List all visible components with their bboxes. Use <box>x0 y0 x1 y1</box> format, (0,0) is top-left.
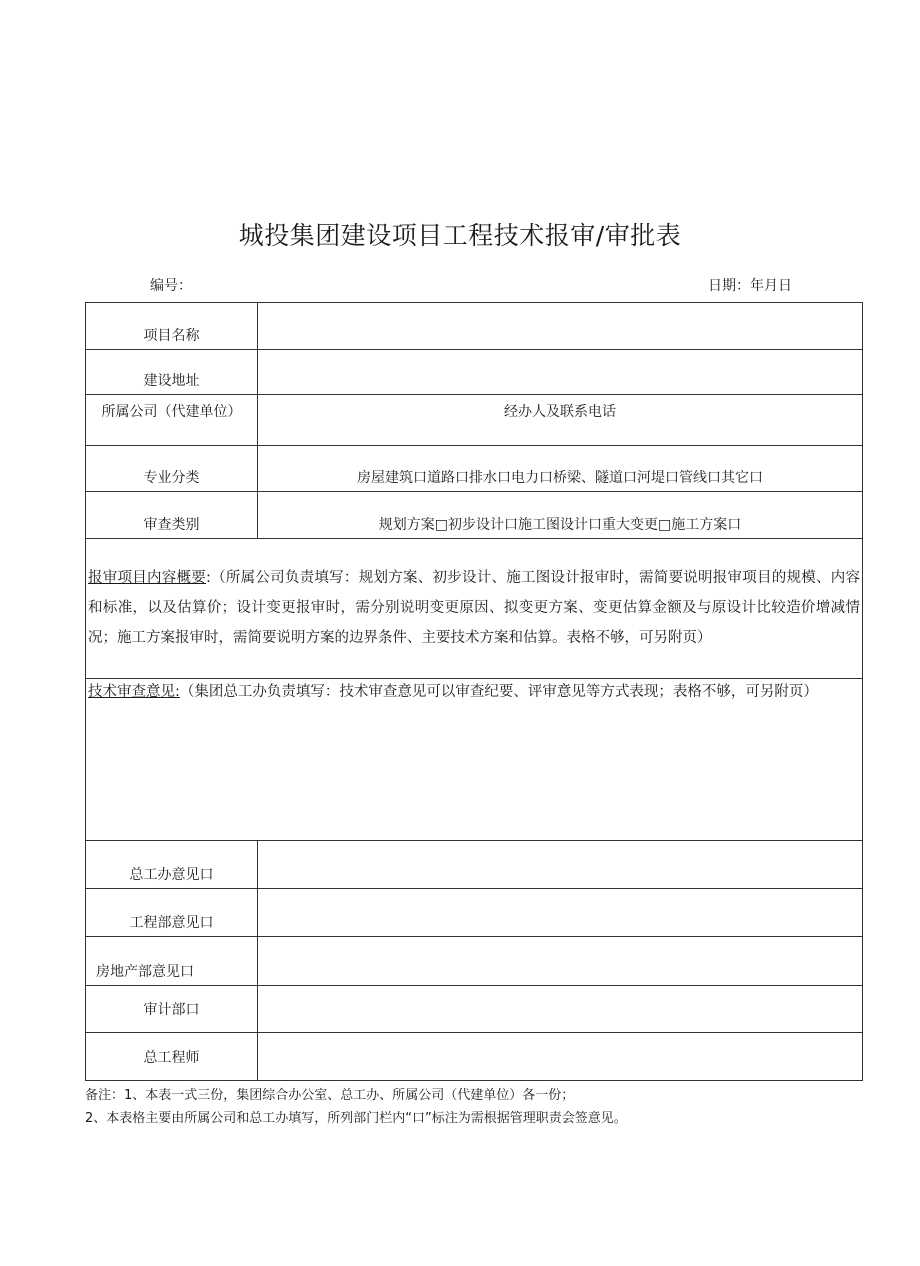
company-label: 所属公司（代建单位） <box>86 395 258 446</box>
row-summary <box>86 539 863 679</box>
row-tech-review <box>86 679 863 841</box>
row-chief-engineer <box>86 1033 863 1081</box>
row-engineering-dept <box>86 889 863 937</box>
category-label: 专业分类 <box>86 446 258 492</box>
category-options[interactable]: 房屋建筑口道路口排水口电力口桥梁、隧道口河堤口管线口其它口 <box>258 446 863 492</box>
project-name-field[interactable] <box>258 303 863 350</box>
note-line-1: 备注：1、本表一式三份，集团综合办公室、总工办、所属公司（代建单位）各一份； <box>85 1088 575 1103</box>
chief-office-label: 总工办意见口 <box>86 841 258 889</box>
chief-engineer-label: 总工程师 <box>86 1033 258 1081</box>
real-estate-dept-label: 房地产部意见口 <box>86 937 258 986</box>
row-company <box>86 395 863 446</box>
notes <box>85 1084 627 1130</box>
summary-text: :（所属公司负责填写：规划方案、初步设计、施工图设计报审时，需简要说明报审项目的规模、内容和标准，以及估算价；设计变更报审时，需分别说明变更原因、拟变更方案、变更估算金额及与原设计比较造价增减情况；施工方案报审时，需简要说明方案的边界条件、主要技术方案和估算。表格不够，可另附页） <box>88 570 861 646</box>
engineering-dept-label: 工程部意见口 <box>86 889 258 937</box>
audit-dept-label: 审计部口 <box>86 986 258 1033</box>
chief-engineer-field[interactable] <box>258 1033 863 1081</box>
row-project-name <box>86 303 863 350</box>
row-real-estate-dept <box>86 937 863 986</box>
date-label: 日期：年月日 <box>708 278 792 294</box>
summary-title: 报审项目内容概要 <box>88 570 207 586</box>
real-estate-dept-field[interactable] <box>258 937 863 986</box>
address-label: 建设地址 <box>86 350 258 395</box>
contact-label: 经办人及联系电话 <box>258 395 863 446</box>
engineering-dept-field[interactable] <box>258 889 863 937</box>
note-line-2: 2、本表格主要由所属公司和总工办填写，所列部门栏内“口”标注为需根据管理职责会签意见。 <box>85 1111 627 1126</box>
tech-review-title: 技术审查意见: <box>88 684 180 700</box>
row-address <box>86 350 863 395</box>
serial-number-label: 编号： <box>150 278 192 294</box>
row-chief-office <box>86 841 863 889</box>
chief-office-field[interactable] <box>258 841 863 889</box>
summary-cell[interactable] <box>86 539 863 679</box>
address-field[interactable] <box>258 350 863 395</box>
row-audit-dept <box>86 986 863 1033</box>
form-title: 城投集团建设项目工程技术报审/审批表 <box>238 221 682 250</box>
review-type-options[interactable]: 规划方案□初步设计口施工图设计口重大变更□施工方案口 <box>258 492 863 539</box>
approval-form-table <box>85 302 863 1081</box>
row-review-type <box>86 492 863 539</box>
tech-review-cell[interactable] <box>86 679 863 841</box>
review-type-label: 审查类别 <box>86 492 258 539</box>
project-name-label: 项目名称 <box>86 303 258 350</box>
tech-review-text: （集团总工办负责填写：技术审查意见可以审查纪要、评审意见等方式表现；表格不够，可另附页） <box>179 684 818 700</box>
row-category <box>86 446 863 492</box>
audit-dept-field[interactable] <box>258 986 863 1033</box>
